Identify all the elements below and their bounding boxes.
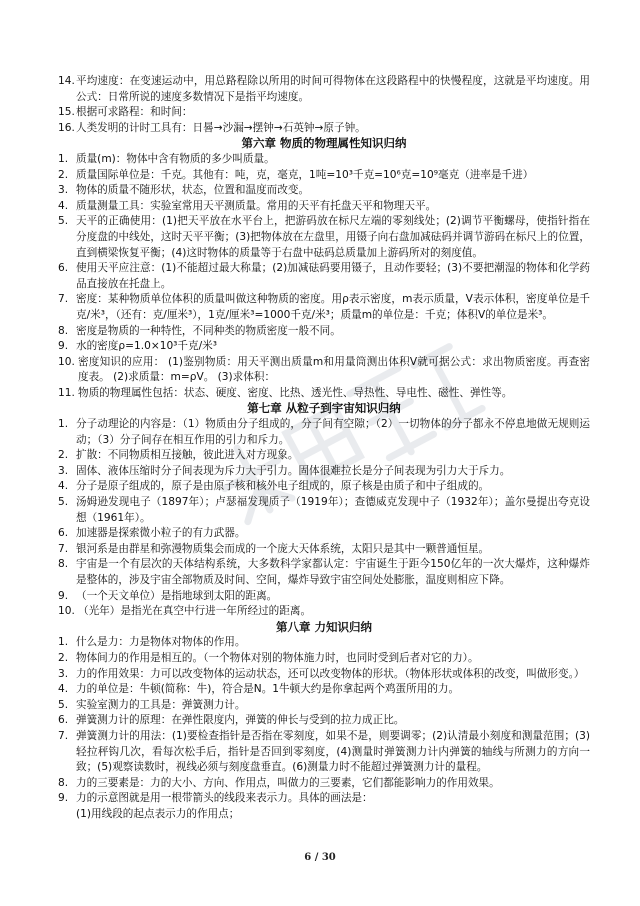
item-number: 9. [58, 792, 69, 805]
item-number: 7. [58, 729, 69, 742]
ch8-item-4 [58, 682, 590, 698]
item-text: 什么是力：力是物体对物体的作用。 [76, 636, 246, 649]
item-number: 2. [58, 651, 69, 664]
item-number: 6. [58, 714, 69, 727]
ch7-item-10 [58, 604, 590, 620]
item-number: 8. [58, 558, 69, 571]
item-text: 加速器是探索微小粒子的有力武器。 [76, 527, 246, 540]
ch6-item-3 [58, 183, 590, 199]
item-text: 质量(m)：物体中含有物质的多少叫质量。 [76, 152, 275, 165]
item-number: 10. [58, 605, 75, 618]
item-number: 4. [58, 199, 69, 212]
ch6-item-6 [58, 261, 590, 292]
item-number: 14. [58, 75, 75, 87]
ch7-item-4 [58, 479, 590, 495]
item-number: 3. [58, 464, 69, 477]
ch7-item-2 [58, 448, 590, 464]
item-text-cont: 日常所说的速度多数情况下是指平均速度。 [107, 90, 310, 103]
ch8-item-3 [58, 667, 590, 683]
ch6-item-8 [58, 324, 590, 340]
item-text: 实验室测力的工具是：弹簧测力计。 [76, 698, 246, 711]
item-text: (1)用线段的起点表示力的作用点； [76, 807, 240, 820]
item-text: 密度是物质的一种特性，不同种类的物质密度一般不同。 [76, 324, 341, 337]
item-number: 7. [58, 293, 69, 306]
item-text: 力的示意图就是用一根带箭头的线段来表示力。具体的画法是： [76, 792, 373, 805]
ch7-item-9 [58, 589, 590, 605]
item-number: 1. [58, 636, 69, 649]
item-number: 1. [58, 418, 69, 431]
item-text: 扩散：不同物质相互接触，彼此进入对方现象。 [76, 449, 299, 462]
page-number: 6 / 30 [304, 852, 336, 863]
ch6-item-5 [58, 214, 590, 261]
document-body [58, 74, 590, 823]
ch6-item-11 [58, 386, 590, 402]
item-text: 物体间力的作用是相互的。（一个物体对别的物体施力时，也同时受到后者对它的力）。 [76, 651, 479, 664]
item-number: 9. [58, 340, 69, 353]
item-number: 5. [58, 698, 69, 711]
ch8-item-1 [58, 635, 590, 651]
item-number: 15. [58, 106, 75, 119]
item-text: 力的作用效果：力可以改变物体的运动状态，还可以改变物体的形状。（物体形状或体积的改变，叫做形变。） [76, 667, 585, 680]
item-number: 1. [58, 152, 69, 165]
ch8-item-8 [58, 776, 590, 792]
chapter-8-heading: 第八章 力知识归纳 [275, 619, 372, 634]
item-text: 天平的正确使用：(1)把天平放在水平台上，把游码放在标尺左端的零刻线处；(2)调节平衡螺母，使指针指在分度盘的中线处，这时天平平衡；(3)把物体放在左盘里，用镊子向右盘加减砝码并调节游码在标尺上的位置，直到横梁恢复平衡；(4)这时物体的质量等于右盘中砝码总质量加上游码所对的刻度值。 [76, 215, 590, 259]
item-text: 弹簧测力计的原理：在弹性限度内，弹簧的伸长与受到的拉力成正比。 [76, 714, 405, 727]
item-text: （光年）是指光在真空中行进一年所经过的距离。 [78, 605, 312, 618]
ch8-item-9 [58, 791, 590, 807]
ch7-item-1 [58, 417, 590, 448]
item-text: 质量国际单位是：千克。其他有：吨，克，毫克，1吨=10³千克=10⁶克=10⁹毫克（进率是千进） [76, 168, 534, 181]
list-item-16 [58, 121, 590, 137]
ch6-item-9 [58, 339, 590, 355]
item-text: 分子动理论的内容是：（1）物质由分子组成的，分子间有空隙；（2）一切物体的分子都永不停息地做无规则运动；（3）分子间存在相互作用的引力和斥力。 [76, 418, 590, 446]
item-text: 力的单位是：牛顿(简称：牛)，符合是N。1牛顿大约是你拿起两个鸡蛋所用的力。 [76, 683, 460, 696]
item-text: 人类发明的计时工具有：日晷→沙漏→摆钟→石英钟→原子钟。 [76, 121, 366, 134]
item-number: 7. [58, 542, 69, 555]
item-number: 9. [58, 589, 69, 602]
ch6-item-4 [58, 199, 590, 215]
item-text: 密度知识的应用： (1)鉴别物质：用天平测出质量m和用量筒测出体积V就可据公式：求出物质密度。再查密度表。 (2)求质量：m=ρV。 (3)求体积： [78, 355, 590, 384]
item-text: 汤姆逊发现电子（1897年）；卢瑟福发现质子（1919年）；查德威克发现中子（1932年）；盖尔曼提出夸克设想（1961年）。 [76, 496, 590, 524]
ch6-item-1 [58, 152, 590, 168]
item-text: 分子是原子组成的，原子是由原子核和核外电子组成的，原子核是由质子和中子组成的。 [76, 480, 490, 493]
item-text: 质量测量工具：实验室常用天平测质量。常用的天平有托盘天平和物理天平。 [76, 199, 437, 212]
ch6-item-7 [58, 292, 590, 323]
item-text: 物体的质量不随形状，状态，位置和温度而改变。 [76, 184, 310, 197]
item-number: 2. [58, 449, 69, 462]
list-item-14 [58, 74, 590, 105]
item-number: 3. [58, 184, 69, 197]
ch8-item-2 [58, 651, 590, 667]
item-number: 4. [58, 480, 69, 493]
item-number: 4. [58, 683, 69, 696]
list-item-15 [58, 105, 590, 121]
item-number: 16. [58, 121, 75, 134]
ch7-item-8 [58, 557, 590, 588]
item-number: 8. [58, 324, 69, 337]
item-number: 11. [58, 386, 75, 399]
ch8-item-5 [58, 698, 590, 714]
item-text: 物质的物理属性包括：状态、硬度、密度、比热、透光性、导热性、导电性、磁性、弹性等。 [78, 386, 513, 399]
item-number: 6. [58, 262, 69, 275]
item-number: 2. [58, 168, 69, 181]
ch7-item-3 [58, 464, 590, 480]
chapter-6-heading: 第六章 物质的物理属性知识归纳 [241, 136, 407, 151]
item-text: 银河系是由群星和弥漫物质集会而成的一个庞大天体系统，太阳只是其中一颗普通恒星。 [76, 542, 490, 555]
item-number: 5. [58, 215, 69, 228]
ch6-item-10 [58, 355, 590, 386]
ch7-item-7 [58, 542, 590, 558]
ch8-item-9-sub [58, 807, 590, 823]
item-text: 使用天平应注意：(1)不能超过最大称量；(2)加减砝码要用镊子，且动作要轻；(3)不要把潮湿的物体和化学药品直接放在托盘上。 [76, 262, 590, 290]
item-number: 5. [58, 496, 69, 509]
ch7-item-6 [58, 526, 590, 542]
item-text: 固体、液体压缩时分子间表现为斥力大于引力。固体很难拉长是分子间表现为引力大于斥力。 [76, 464, 511, 477]
item-text: 弹簧测力计的用法：(1)要检查指针是否指在零刻度，如果不是，则要调零；(2)认清最小刻度和测量范围；(3)轻拉秤钩几次，看每次松手后，指针是否回到零刻度，(4)测量时弹簧测力计内弹簧的轴线与所测力的方向一致；(5)观察读数时，视线必须与刻度盘垂直。(6)测量力时不能超过弹簧测力计的量程。 [76, 729, 590, 774]
item-text: （一个天文单位）是指地球到太阳的距离。 [76, 589, 278, 602]
item-number: 8. [58, 776, 69, 789]
chapter-7-heading: 第七章 从粒子到宇宙知识归纳 [247, 401, 401, 416]
item-text: 宇宙是一个有层次的天体结构系统，大多数科学家都认定：宇宙诞生于距今150亿年的一次大爆炸，这种爆炸是整体的，涉及宇宙全部物质及时间、空间，爆炸导致宇宙空间处处膨胀，温度则相应下降。 [76, 558, 590, 586]
item-text: 平均速度：在变速运动中，用总路程除以所用的时间可得物体在这段路程中的快慢程度，这就是平均速度。用公式： [76, 75, 590, 103]
item-text: 力的三要素是：力的大小、方向、作用点，叫做力的三要素，它们都能影响力的作用效果。 [76, 776, 500, 789]
item-number: 6. [58, 527, 69, 540]
item-number: 3. [58, 667, 69, 680]
item-text: 密度：某种物质单位体积的质量叫做这种物质的密度。用ρ表示密度，m表示质量，V表示体积，密度单位是千克/米³，（还有：克/厘米³），1克/厘米³=1000千克/米³；质量m的单位是：千克；体积V的单位是米³。 [76, 293, 590, 321]
ch7-item-5 [58, 495, 590, 526]
item-number: 10. [58, 355, 75, 368]
ch6-item-2 [58, 168, 590, 184]
ch8-item-7 [58, 729, 590, 776]
item-text: 根据可求路程：和时间： [76, 106, 193, 119]
item-text: 水的密度ρ=1.0×10³千克/米³ [76, 340, 218, 353]
ch8-item-6 [58, 713, 590, 729]
